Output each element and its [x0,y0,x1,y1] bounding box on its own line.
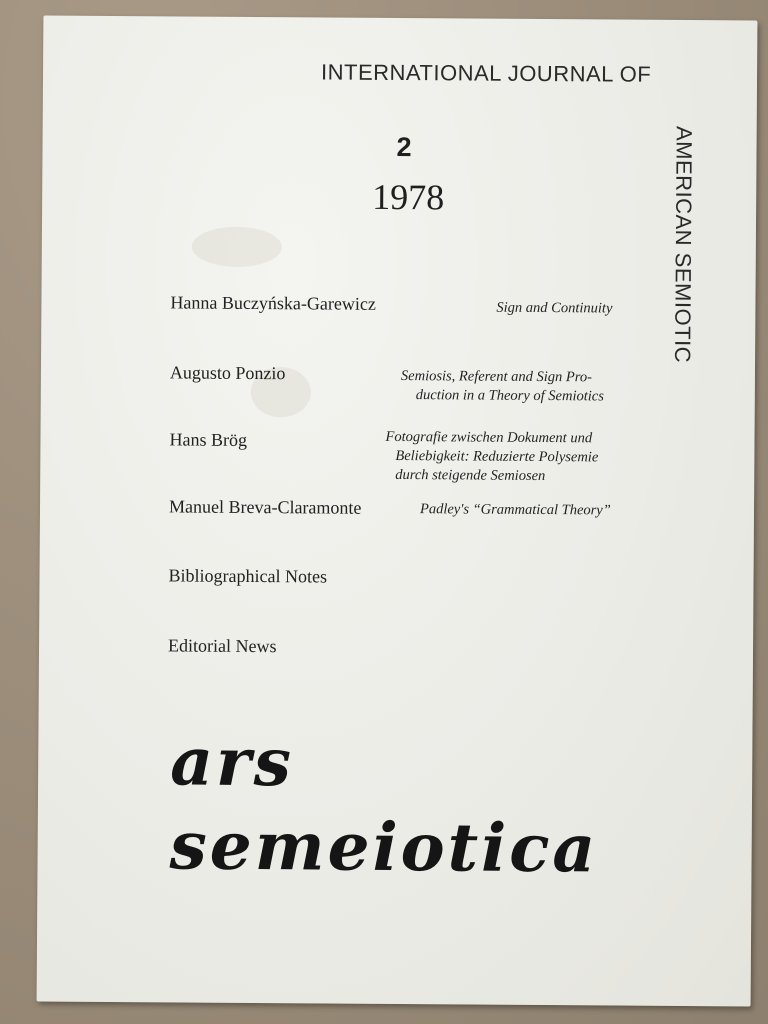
issue-year: 1978 [372,176,445,218]
toc-author: Augusto Ponzio [169,362,286,384]
toc-section: Bibliographical Notes [168,565,328,587]
toc-title: durch steigende Semiosen [395,466,546,485]
toc-section: Editorial News [167,635,277,657]
journal-cover [37,16,758,1007]
toc-title: Padley's “Grammatical Theory” [419,501,611,519]
series-title: INTERNATIONAL JOURNAL OF [320,59,652,87]
toc-title: Semiosis, Referent and Sign Pro- [400,368,593,386]
toc-title: Beliebigkeit: Reduzierte Polysemie [395,447,599,466]
brand-wordmark-line-2: semeiotica [169,806,599,888]
toc-title: Sign and Continuity [496,299,613,317]
toc-author: Hanna Buczyńska-Garewicz [170,292,376,314]
brand-wordmark-line-1: ars [169,722,295,802]
series-title-vertical: AMERICAN SEMIOTIC [670,125,697,364]
toc-author: Manuel Breva-Claramonte [168,496,362,518]
toc-title: Fotografie zwischen Dokument und [385,428,593,447]
issue-number: 2 [396,131,412,163]
toc-title: duction in a Theory of Semiotics [415,387,604,405]
toc-author: Hans Brög [169,429,248,450]
paper-stain [192,227,282,268]
